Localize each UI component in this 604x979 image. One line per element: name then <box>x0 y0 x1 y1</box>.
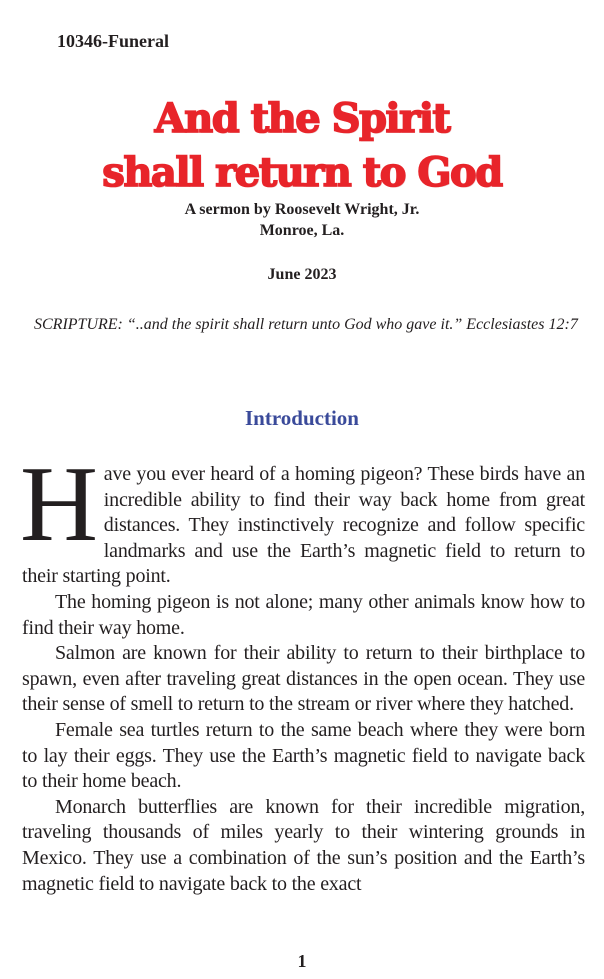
paragraph-4: Female sea turtles return to the same beach where they were born to lay their eggs. They use the Earth’s magnetic field to navigate back to their home beach. <box>22 718 585 793</box>
paragraph-2: The homing pigeon is not alone; many other animals know how to find their way home. <box>22 590 585 639</box>
section-heading-introduction: Introduction <box>245 406 359 430</box>
title-line-2: shall return to God <box>102 149 502 196</box>
paragraph-1 <box>20 445 585 590</box>
author-line: A sermon by Roosevelt Wright, Jr. <box>184 201 420 218</box>
sermon-title <box>0 92 604 200</box>
scripture-reference: SCRIPTURE: “..and the spirit shall return unto God who gave it.” Ecclesiastes 12:7 <box>34 316 578 333</box>
drop-cap: H <box>20 445 98 564</box>
paragraph-1-text: ave you ever heard of a homing pigeon? These birds have an incredible ability to find their way back home from great distances. They instinctively recognize and follow specific landmarks and use the Earth’s magnetic field to return to their starting point. <box>22 463 585 588</box>
sermon-date: June 2023 <box>267 266 337 283</box>
page-number: 1 <box>297 951 307 971</box>
paragraph-3: Salmon are known for their ability to return to their birthplace to spawn, even after traveling great distances in the open ocean. They use their sense of smell to return to the stream or river where they hatched. <box>22 642 585 716</box>
title-line-1: And the Spirit <box>154 95 450 142</box>
body-text <box>20 445 585 897</box>
location-line: Monroe, La. <box>259 222 345 239</box>
document-id: 10346-Funeral <box>57 31 169 51</box>
paragraph-5: Monarch butterflies are known for their incredible migration, traveling thousands of miles yearly to their wintering grounds in Mexico. They use a combination of the sun’s position and the Earth’s magnetic field to navigate back to the exact <box>22 795 585 895</box>
byline <box>0 199 604 241</box>
